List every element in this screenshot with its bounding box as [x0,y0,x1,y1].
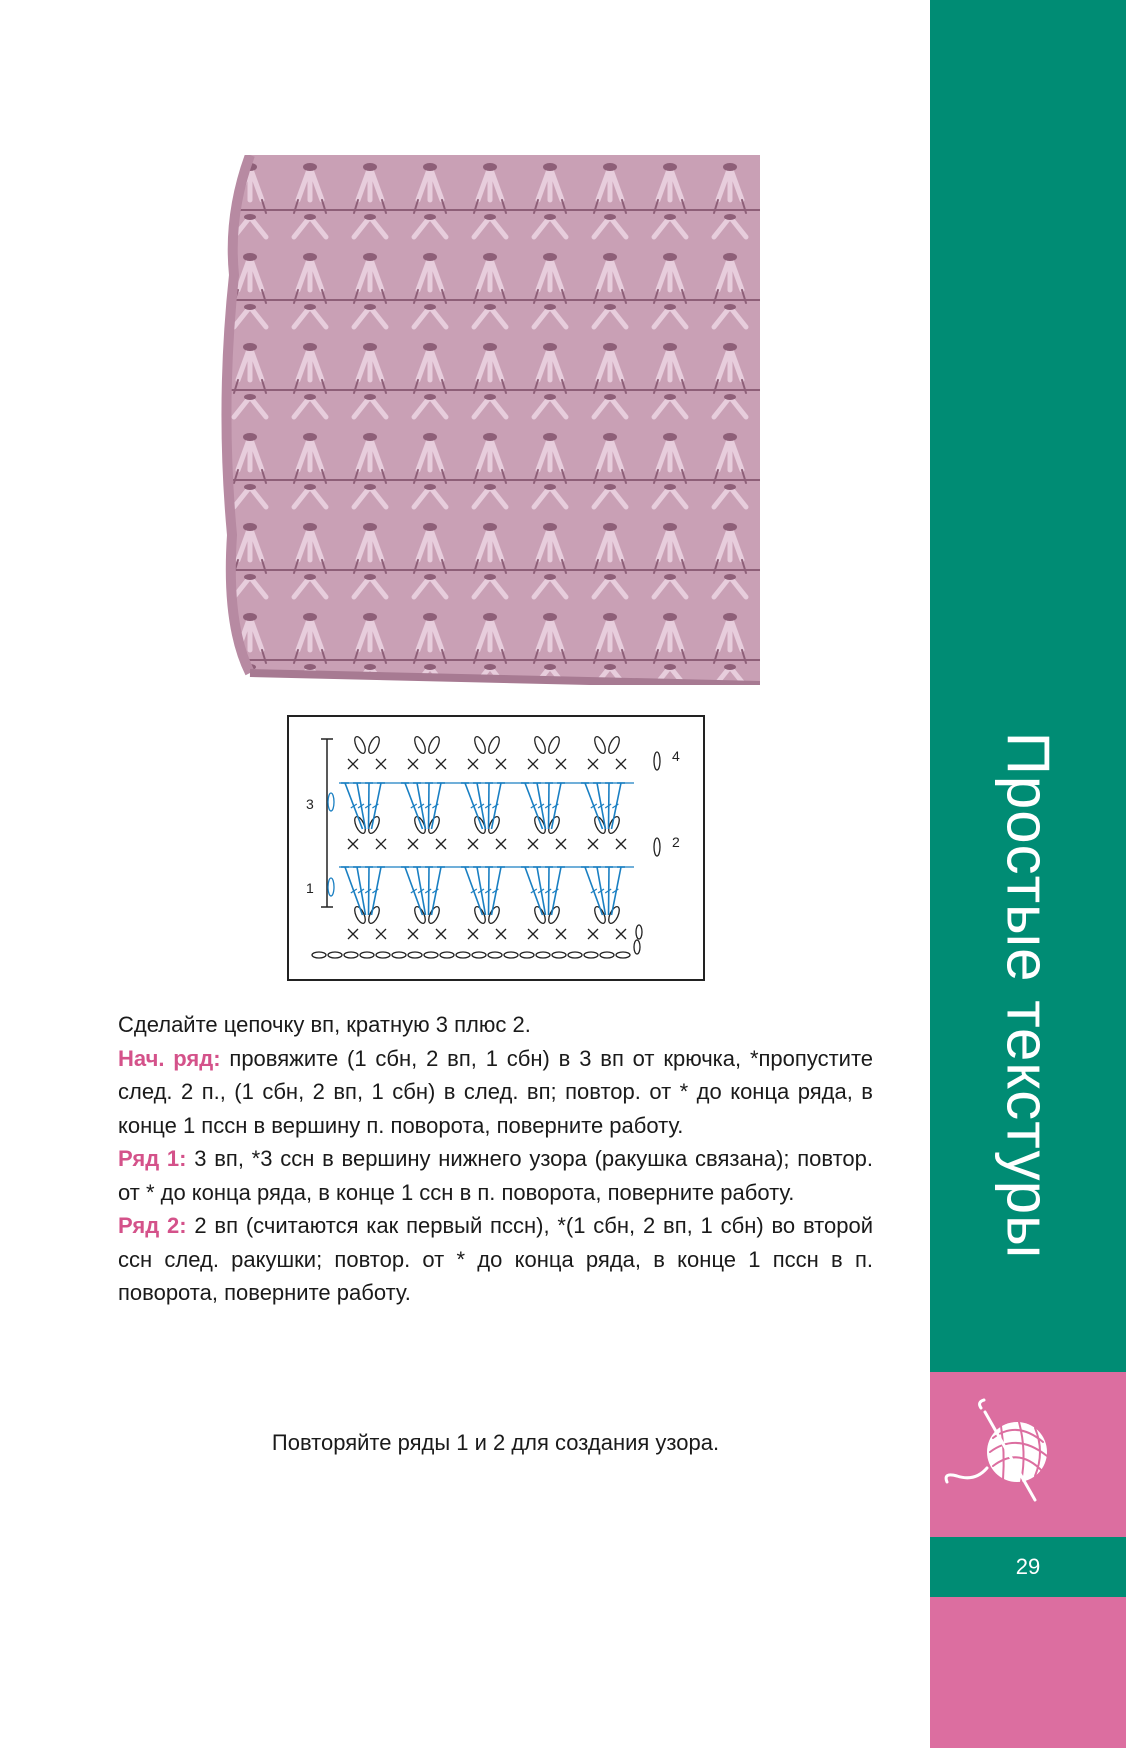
instruction-row-start [118,1042,873,1143]
chain-stitch [504,952,518,958]
row-text: провяжите (1 сбн, 2 вп, 1 сбн) в 3 вп от крючка, *пропустите след. 2 п., (1 сбн, 2 вп, 1 сбн) в след. вп; повтор. от * до конца ряда, в конце 1 пссн в вершину п. поворота, поверните работу. [118,1045,874,1138]
chain-stitch [616,952,630,958]
shell-row4-chain [413,735,428,755]
row-label-3: 3 [306,796,314,812]
section-title [930,655,1126,1335]
chain-stitch [520,952,534,958]
chain-stitch [600,952,614,958]
shell-row4-chain [487,735,502,755]
shell-row4-chain [473,735,488,755]
chain-stitch [568,952,582,958]
chain-stitch [408,952,422,958]
repeat-note: Повторяйте ряды 1 и 2 для создания узора. [271,1430,720,1455]
chain-stitch [552,952,566,958]
chain-stitch [472,952,486,958]
chain-stitch [360,952,374,958]
sidebar-pink-footer [930,1597,1126,1748]
shell-row4-chain [367,735,382,755]
row-label: Нач. ряд: [118,1045,221,1071]
row-label-2: 2 [672,834,680,850]
shell-row4-chain [533,735,548,755]
stitch-chart [287,715,705,981]
chain-stitch [536,952,550,958]
turning-chain-left [328,793,334,811]
yarn-ball-hook-icon [935,1390,1075,1520]
shell-row4-chain [353,735,368,755]
chain-stitch [584,952,598,958]
shell-row4-chain [427,735,442,755]
chain-stitch [456,952,470,958]
instructions [118,1008,873,1310]
intro-line: Сделайте цепочку вп, кратную 3 плюс 2. [118,1012,531,1037]
row-text: 2 вп (считаются как первый пссн), *(1 сбн, 2 вп, 1 сбн) во второй ссн след. ракушки; повтор. от * до конца ряда, в конце 1 пссн в п. поворота, поверните работу. [118,1213,874,1305]
section-title-text: Простые текстуры [994,731,1062,1259]
instruction-row-2 [118,1209,873,1310]
shell-row4-chain [593,735,608,755]
shell-row4-chain [547,735,562,755]
shell-row4-chain [607,735,622,755]
row-label-4: 4 [672,748,680,764]
chain-stitch [344,952,358,958]
turning-chain-left [328,878,334,896]
chain-stitch [392,952,406,958]
stitch-chart-drawing [289,717,703,979]
row-text: 3 вп, *3 ссн в вершину нижнего узора (ракушка связана); повтор. от * до конца ряда, в конце 1 ссн в п. поворота, поверните работу. [118,1146,874,1205]
chain-stitch [440,952,454,958]
chain-stitch [424,952,438,958]
chain-stitch [312,952,326,958]
crochet-swatch-photo [220,155,760,685]
chain-stitch [488,952,502,958]
page-number: 29 [930,1537,1126,1597]
turning-chain-right [654,752,660,770]
row-label: Ряд 1: [118,1146,187,1171]
chain-stitch [328,952,342,958]
turning-chain [636,925,642,939]
turning-chain [634,940,640,954]
turning-chain-right [654,838,660,856]
instruction-row-1 [118,1142,873,1209]
chain-stitch [376,952,390,958]
row-label: Ряд 2: [118,1213,187,1238]
row-label-1: 1 [306,880,314,896]
